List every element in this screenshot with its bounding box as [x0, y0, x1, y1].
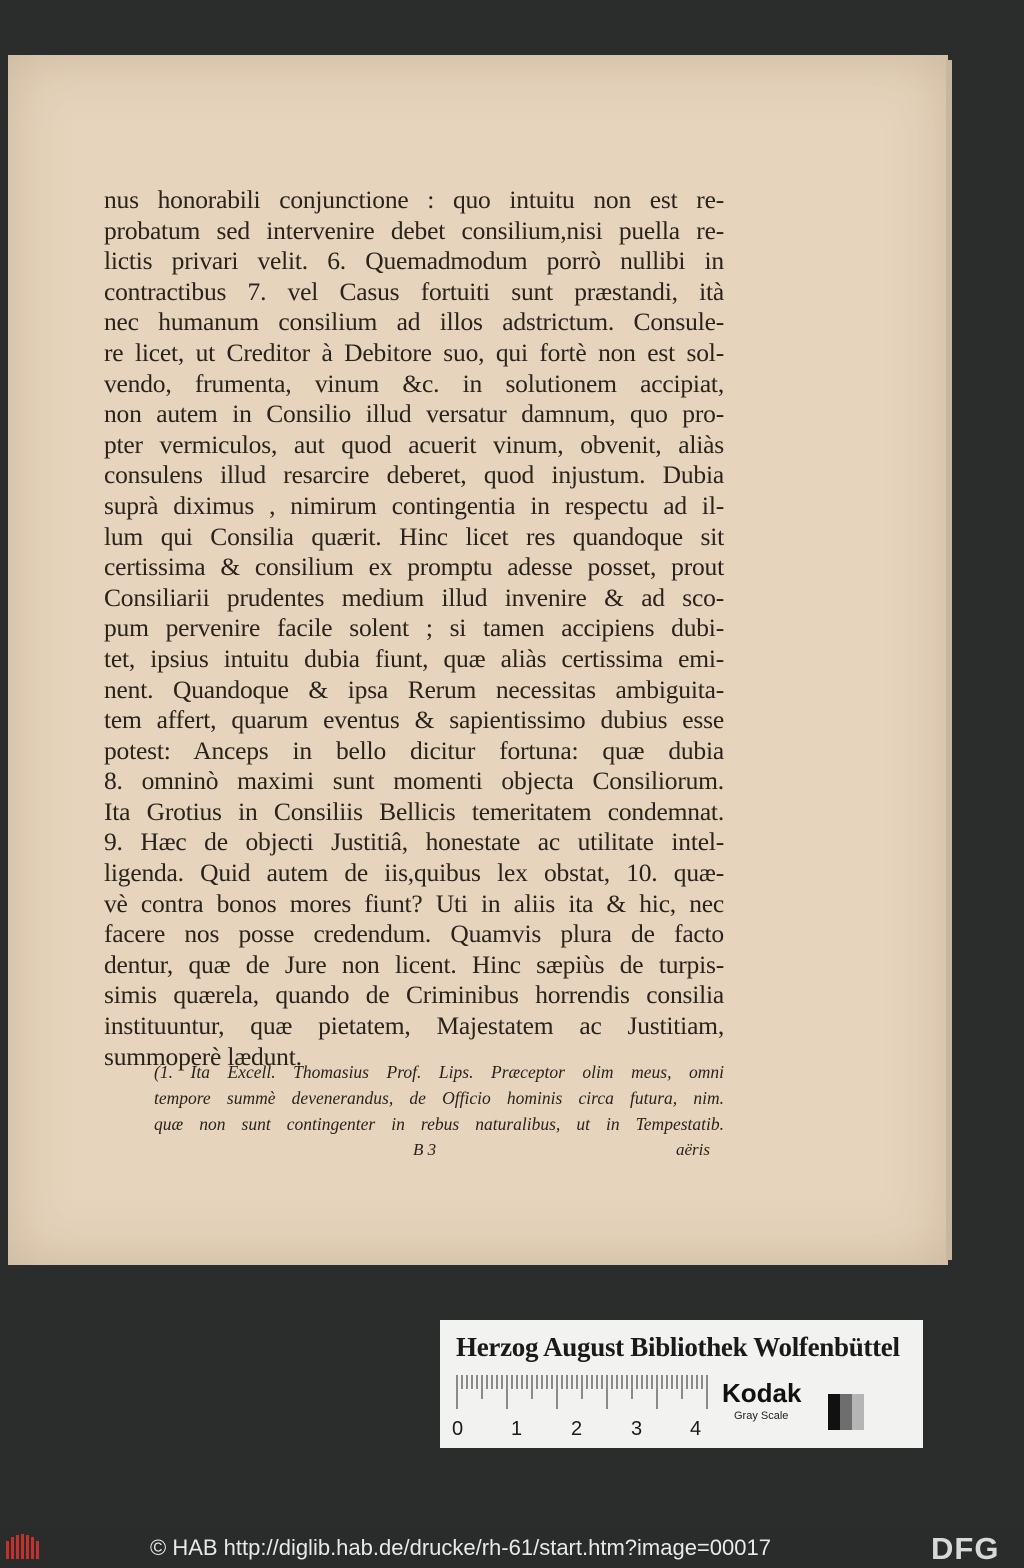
- text-line: non autem in Consilio illud versatur damnum, quo pro-: [104, 399, 724, 429]
- text-line: nus honorabili conjunctione : quo intuitu non est re-: [104, 185, 724, 214]
- ruler-number: 3: [631, 1418, 643, 1440]
- text-line: suprà diximus , nimirum contingentia in respectu ad il-: [104, 490, 724, 520]
- text-line: facere nos posse credendum. Quamvis plura de facto: [104, 919, 724, 949]
- text-line: Ita Grotius in Consiliis Bellicis temeritatem condemnat.: [104, 796, 724, 826]
- text-line: pter vermiculos, aut quod acuerit vinum, obvenit, aliàs: [104, 429, 724, 459]
- text-line: nec humanum consilium ad illos adstrictum. Consule-: [104, 307, 724, 337]
- kodak-logo: Kodak: [722, 1378, 802, 1408]
- text-line: 8. omninò maximi sunt momenti objecta Consiliorum.: [104, 766, 724, 796]
- ruler-number: 4: [690, 1418, 702, 1440]
- footnote-block: [154, 1059, 724, 1137]
- text-line: pum pervenire facile solent ; si tamen accipiens dubi-: [104, 613, 724, 643]
- copyright-url[interactable]: © HAB http://diglib.hab.de/drucke/rh-61/start.htm?image=00017: [150, 1535, 771, 1560]
- text-line: Consiliarii prudentes medium illud invenire & ad sco-: [104, 582, 724, 612]
- text-line: probatum sed intervenire debet consilium,nisi puella re-: [104, 215, 724, 245]
- text-line: tet, ipsius intuitu dubia fiunt, quæ aliàs certissima emi-: [104, 643, 724, 673]
- text-line: re licet, ut Creditor à Debitore suo, qui fortè non est sol-: [104, 337, 724, 367]
- text-line: instituuntur, quæ pietatem, Majestatem ac Justitiam,: [104, 1011, 724, 1041]
- text-line: consulens illud resarcire deberet, quod injustum. Dubia: [104, 460, 724, 490]
- text-line: vendo, frumenta, vinum &c. in solutionem accipiat,: [104, 368, 724, 398]
- footnote-line: quæ non sunt contingenter in rebus naturalibus, ut in Tempestatib.: [154, 1114, 724, 1134]
- text-line: dentur, quæ de Jure non licent. Hinc sæpiùs de turpis-: [104, 949, 724, 979]
- library-name: Herzog August Bibliothek Wolfenbüttel: [456, 1332, 900, 1362]
- text-line: lum qui Consilia quærit. Hinc licet res quandoque sit: [104, 521, 724, 551]
- page-body-text: [104, 185, 724, 1072]
- book-page: [8, 55, 948, 1265]
- gray-swatch-black: [828, 1394, 840, 1430]
- library-label-card: [440, 1320, 923, 1448]
- text-line: 9. Hæc de objecti Justitiâ, honestate ac utilitate intel-: [104, 827, 724, 857]
- text-line: certissima & consilium ex promptu adesse posset, prout: [104, 552, 724, 582]
- text-line: ligenda. Quid autem de iis,quibus lex obstat, 10. quæ-: [104, 858, 724, 888]
- text-line: tem affert, quarum eventus & sapientissimo dubius esse: [104, 705, 724, 735]
- ruler-number: 0: [452, 1418, 464, 1440]
- text-line: nent. Quandoque & ipsa Rerum necessitas ambiguita-: [104, 674, 724, 704]
- ruler-number: 2: [571, 1418, 583, 1440]
- text-line: summoperè lædunt.: [104, 1041, 302, 1071]
- text-line: vè contra bonos mores fiunt? Uti in aliis ita & hic, nec: [104, 888, 724, 918]
- text-line: lictis privari velit. 6. Quemadmodum porrò nullibi in: [104, 246, 724, 276]
- ruler-scale: [452, 1375, 714, 1409]
- catchword: aëris: [676, 1140, 710, 1159]
- gray-scale-label: Gray Scale: [734, 1410, 789, 1422]
- footnote-line: tempore summè devenerandus, de Officio hominis circa futura, nim.: [154, 1088, 724, 1108]
- signature-mark: B 3: [413, 1140, 437, 1159]
- hab-logo-icon: [5, 1533, 41, 1563]
- text-line: simis quærela, quando de Criminibus horrendis consilia: [104, 980, 724, 1010]
- text-line: potest: Anceps in bello dicitur fortuna: quæ dubia: [104, 735, 724, 765]
- footnote-line: (1. Ita Excell. Thomasius Prof. Lips. Præceptor olim meus, omni: [154, 1062, 724, 1082]
- text-line: contractibus 7. vel Casus fortuiti sunt præstandi, ità: [104, 276, 724, 306]
- ruler-number: 1: [511, 1418, 523, 1440]
- page-edge: [946, 60, 952, 1260]
- gray-swatch-dark: [840, 1394, 852, 1430]
- dfg-logo: DFG: [931, 1531, 1000, 1566]
- gray-swatch-light: [852, 1394, 864, 1430]
- footer-bar: [0, 1528, 1024, 1568]
